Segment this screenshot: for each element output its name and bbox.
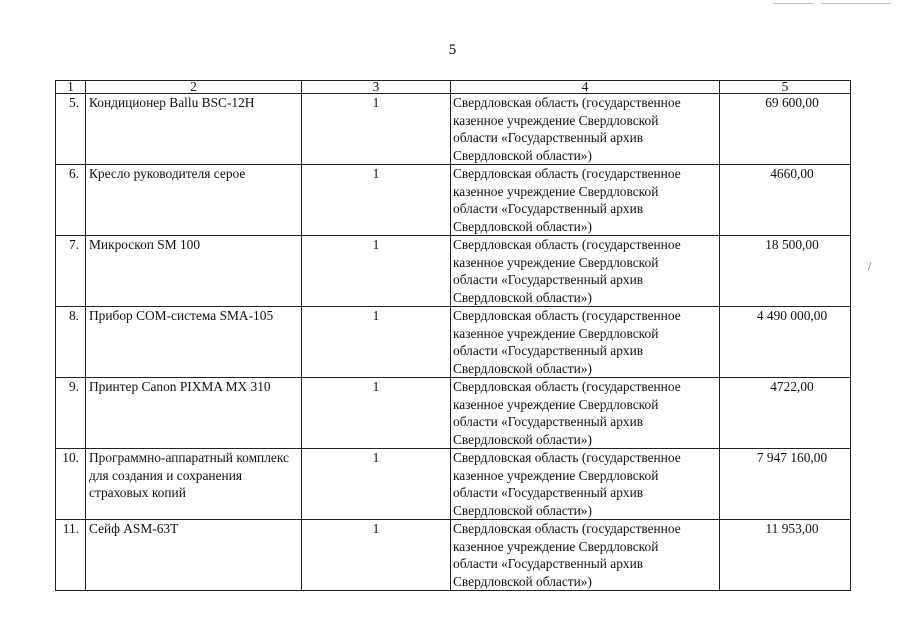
header-cell-3: 3 (302, 81, 451, 94)
row-number-cell: 6. (56, 165, 86, 236)
holder-organization-line: Свердловская область (государственное (453, 166, 681, 181)
book-value-cell: 7 947 160,00 (720, 449, 851, 520)
quantity-cell: 1 (302, 307, 451, 378)
item-name-cell: Микроскоп SM 100 (86, 236, 302, 307)
holder-organization-line: Свердловской области») (453, 502, 592, 518)
item-name-cell: Кондиционер Ballu BSC-12H (86, 94, 302, 165)
quantity-cell: 1 (302, 236, 451, 307)
row-number-cell: 7. (56, 236, 86, 307)
table-row (56, 94, 851, 165)
holder-organization-line: области «Государственный архив (453, 201, 644, 216)
holder-organization-line: области «Государственный архив (453, 130, 644, 145)
holder-organization-line: Свердловской области») (453, 431, 592, 447)
book-value-cell: 4660,00 (720, 165, 851, 236)
book-value-cell: 4 490 000,00 (720, 307, 851, 378)
holder-organization-cell (451, 94, 720, 165)
header-cell-2: 2 (86, 81, 302, 94)
holder-organization-line: области «Государственный архив (453, 485, 644, 500)
quantity-cell: 1 (302, 165, 451, 236)
holder-organization-line: Свердловская область (государственное (453, 95, 681, 110)
holder-organization-line: казенное учреждение Свердловской (453, 467, 659, 483)
header-cell-1: 1 (56, 81, 86, 94)
holder-organization-line: области «Государственный архив (453, 556, 644, 571)
book-value-cell: 4722,00 (720, 378, 851, 449)
table-row (56, 449, 851, 520)
holder-organization-line: области «Государственный архив (453, 272, 644, 287)
holder-organization-cell (451, 236, 720, 307)
holder-organization-cell (451, 307, 720, 378)
table-row (56, 307, 851, 378)
holder-organization-line: Свердловская область (государственное (453, 237, 681, 252)
holder-organization-cell (451, 378, 720, 449)
holder-organization-line: Свердловской области») (453, 147, 592, 163)
row-number-cell: 5. (56, 94, 86, 165)
holder-organization-line: казенное учреждение Свердловской (453, 183, 659, 199)
quantity-cell: 1 (302, 378, 451, 449)
holder-organization-line: Свердловской области») (453, 360, 592, 376)
item-name-cell: Принтер Canon PIXMA MX 310 (86, 378, 302, 449)
holder-organization-cell (451, 165, 720, 236)
table-row (56, 520, 851, 591)
table-row (56, 378, 851, 449)
holder-organization-line: Свердловская область (государственное (453, 450, 681, 465)
holder-organization-line: Свердловской области») (453, 289, 592, 305)
table-row (56, 236, 851, 307)
book-value-cell: 11 953,00 (720, 520, 851, 591)
page-number: 5 (448, 42, 457, 58)
row-number-cell: 10. (56, 449, 86, 520)
property-table (55, 80, 851, 591)
scan-artifact-mark (868, 262, 872, 271)
holder-organization-cell (451, 520, 720, 591)
holder-organization-line: казенное учреждение Свердловской (453, 325, 659, 341)
item-name-cell: Сейф ASM-63T (86, 520, 302, 591)
holder-organization-line: Свердловская область (государственное (453, 521, 681, 536)
header-cell-5: 5 (720, 81, 851, 94)
row-number-cell: 8. (56, 307, 86, 378)
table-header-row (56, 81, 851, 94)
quantity-cell: 1 (302, 520, 451, 591)
holder-organization-cell (451, 449, 720, 520)
row-number-cell: 9. (56, 378, 86, 449)
header-cell-4: 4 (451, 81, 720, 94)
holder-organization-line: области «Государственный архив (453, 343, 644, 358)
holder-organization-line: казенное учреждение Свердловской (453, 254, 659, 270)
quantity-cell: 1 (302, 449, 451, 520)
item-name-cell: Кресло руководителя серое (86, 165, 302, 236)
holder-organization-line: казенное учреждение Свердловской (453, 112, 659, 128)
item-name-cell: Программно-аппаратный комплекс для создания и сохранения страховых копий (86, 449, 302, 520)
holder-organization-line: казенное учреждение Свердловской (453, 538, 659, 554)
quantity-cell: 1 (302, 94, 451, 165)
holder-organization-line: Свердловской области») (453, 573, 592, 589)
item-name-cell: Прибор СОМ-система SMA-105 (86, 307, 302, 378)
holder-organization-line: казенное учреждение Свердловской (453, 396, 659, 412)
holder-organization-line: Свердловская область (государственное (453, 379, 681, 394)
row-number-cell: 11. (56, 520, 86, 591)
holder-organization-line: области «Государственный архив (453, 414, 644, 429)
book-value-cell: 18 500,00 (720, 236, 851, 307)
table-row (56, 165, 851, 236)
holder-organization-line: Свердловская область (государственное (453, 308, 681, 323)
book-value-cell: 69 600,00 (720, 94, 851, 165)
holder-organization-line: Свердловской области») (453, 218, 592, 234)
